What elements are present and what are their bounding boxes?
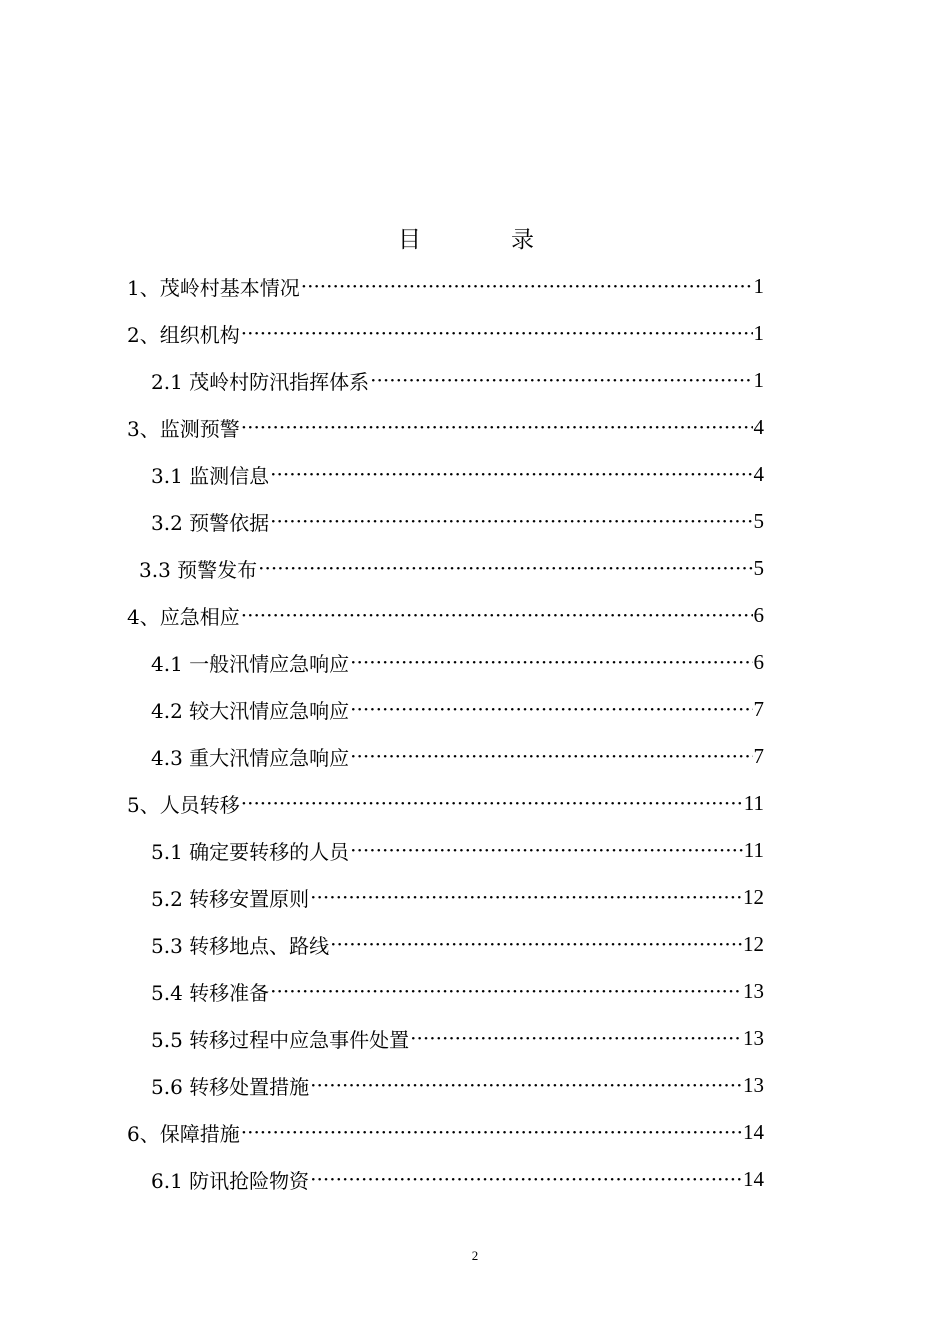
toc-entry-page: 7 <box>753 696 764 721</box>
toc-entry-1[interactable] <box>127 264 764 308</box>
toc-entry-5[interactable] <box>127 781 764 825</box>
toc-entry-4-1[interactable] <box>151 640 764 684</box>
toc-entry-3-1[interactable] <box>151 452 764 496</box>
toc-dot-leader <box>310 885 742 909</box>
toc-dot-leader <box>410 1026 742 1050</box>
toc-entry-page: 13 <box>743 978 764 1003</box>
toc-entry-page: 6 <box>753 602 764 627</box>
toc-entry-page: 4 <box>753 461 764 486</box>
toc-entry-4-2[interactable] <box>151 687 764 731</box>
toc-entry-page: 1 <box>753 367 764 392</box>
toc-dot-leader <box>350 838 743 862</box>
toc-entry-label: 5、人员转移 <box>127 792 240 817</box>
toc-entry-label: 3、监测预警 <box>127 416 240 441</box>
toc-entry-2[interactable] <box>127 311 764 355</box>
toc-entry-label: 4、应急相应 <box>127 604 240 629</box>
toc-entry-label: 6.1 防讯抢险物资 <box>151 1168 310 1193</box>
toc-entry-label: 3.1 监测信息 <box>151 463 270 488</box>
toc-entry-2-1[interactable] <box>151 358 764 402</box>
toc-entry-page: 7 <box>753 743 764 768</box>
toc-title-char-1: 目 <box>398 227 421 253</box>
toc-entry-label: 5.6 转移处置措施 <box>151 1074 310 1099</box>
toc-entry-6-1[interactable] <box>151 1157 764 1201</box>
toc-entry-page: 1 <box>753 273 764 298</box>
toc-entry-label: 1、茂岭村基本情况 <box>127 275 300 300</box>
toc-dot-leader <box>310 1073 742 1097</box>
toc-entry-label: 4.2 较大汛情应急响应 <box>151 698 350 723</box>
toc-entry-label: 2、组织机构 <box>127 322 240 347</box>
toc-entry-page: 13 <box>743 1025 764 1050</box>
toc-entry-4[interactable] <box>127 593 764 637</box>
toc-dot-leader <box>350 697 752 721</box>
toc-entry-label: 4.3 重大汛情应急响应 <box>151 745 350 770</box>
toc-entry-page: 1 <box>753 320 764 345</box>
toc-entry-label: 5.2 转移安置原则 <box>151 886 310 911</box>
toc-dot-leader <box>301 274 753 298</box>
toc-entry-label: 5.1 确定要转移的人员 <box>151 839 350 864</box>
toc-entry-label: 5.5 转移过程中应急事件处置 <box>151 1027 410 1052</box>
toc-entry-5-1[interactable] <box>151 828 764 872</box>
toc-dot-leader <box>241 415 753 439</box>
toc-dot-leader <box>370 368 752 392</box>
toc-entry-label: 2.1 茂岭村防汛指挥体系 <box>151 369 370 394</box>
toc-entry-5-2[interactable] <box>151 875 764 919</box>
toc-entry-5-6[interactable] <box>151 1063 764 1107</box>
toc-entry-page: 12 <box>743 931 764 956</box>
toc-entry-label: 3.2 预警依据 <box>151 510 270 535</box>
toc-entry-page: 11 <box>743 837 764 862</box>
toc-entry-5-3[interactable] <box>151 922 764 966</box>
toc-dot-leader <box>241 791 743 815</box>
toc-dot-leader <box>258 556 752 580</box>
toc-entry-3-3[interactable] <box>139 546 764 590</box>
toc-entry-page: 6 <box>753 649 764 674</box>
toc-entry-label: 3.3 预警发布 <box>139 557 258 582</box>
toc-entry-page: 13 <box>743 1072 764 1097</box>
toc-dot-leader <box>330 932 742 956</box>
toc-dot-leader <box>241 1120 742 1144</box>
toc-entry-4-3[interactable] <box>151 734 764 778</box>
toc-entry-page: 14 <box>743 1166 764 1191</box>
toc-entry-label: 4.1 一般汛情应急响应 <box>151 651 350 676</box>
toc-entry-label: 5.3 转移地点、路线 <box>151 933 330 958</box>
toc-dot-leader <box>350 650 752 674</box>
toc-entry-page: 5 <box>753 508 764 533</box>
toc-entry-page: 11 <box>743 790 764 815</box>
toc-dot-leader <box>270 979 742 1003</box>
toc-dot-leader <box>350 744 752 768</box>
toc-entry-5-5[interactable] <box>151 1016 764 1060</box>
toc-entry-page: 5 <box>753 555 764 580</box>
toc-dot-leader <box>241 603 753 627</box>
toc-entry-page: 4 <box>753 414 764 439</box>
toc-dot-leader <box>310 1167 742 1191</box>
toc-entry-6[interactable] <box>127 1110 764 1154</box>
toc-title-char-2: 录 <box>511 227 534 253</box>
toc-dot-leader <box>270 509 752 533</box>
toc-dot-leader <box>241 321 753 345</box>
toc-entry-3-2[interactable] <box>151 499 764 543</box>
toc-entry-label: 6、保障措施 <box>127 1121 240 1146</box>
toc-title <box>0 222 950 258</box>
toc-entry-page: 14 <box>743 1119 764 1144</box>
toc-entry-label: 5.4 转移准备 <box>151 980 270 1005</box>
toc-dot-leader <box>270 462 752 486</box>
toc-entry-page: 12 <box>743 884 764 909</box>
toc-entry-5-4[interactable] <box>151 969 764 1013</box>
page-number: 2 <box>471 1248 479 1263</box>
toc-entry-3[interactable] <box>127 405 764 449</box>
